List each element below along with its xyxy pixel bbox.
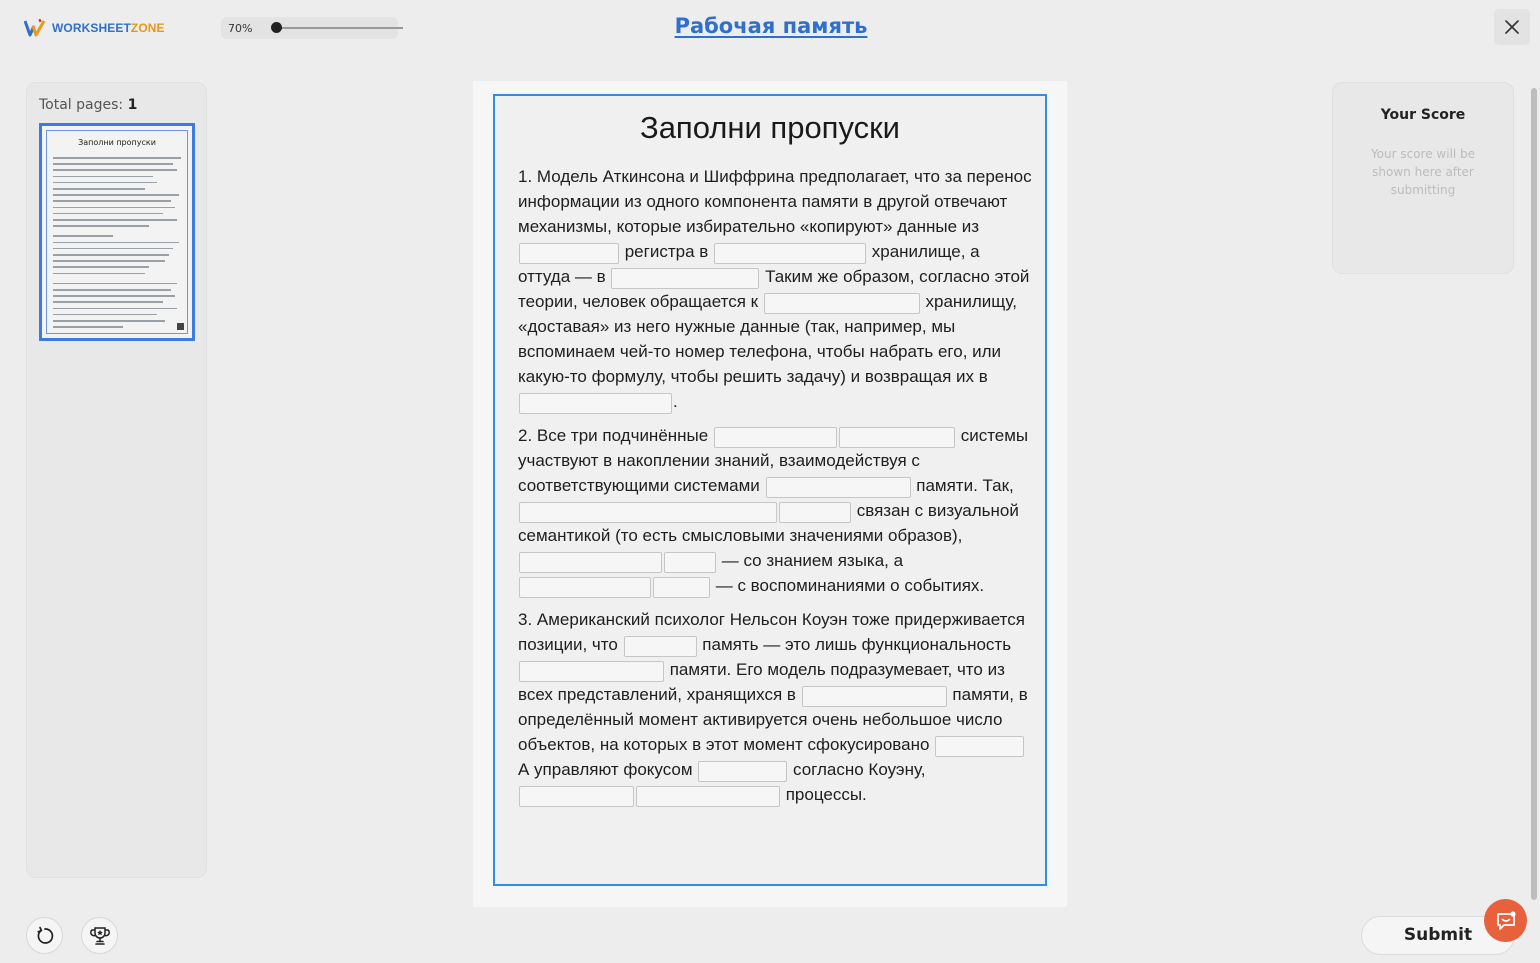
question-text: хранилище, а оттуда — в bbox=[518, 242, 985, 286]
question-text: регистра в bbox=[620, 242, 709, 261]
answer-blank[interactable] bbox=[519, 393, 672, 414]
close-icon bbox=[1505, 20, 1519, 34]
total-pages: Total pages: 1 bbox=[39, 97, 138, 113]
zoom-control bbox=[221, 17, 398, 39]
thumbnail-text-line bbox=[53, 295, 175, 297]
answer-blank[interactable] bbox=[519, 577, 651, 598]
question-1 bbox=[518, 164, 1037, 414]
answer-blank[interactable] bbox=[766, 477, 911, 498]
answer-blank[interactable] bbox=[935, 736, 1024, 757]
thumbnail-text-line bbox=[53, 320, 165, 322]
thumbnail-text-line bbox=[53, 289, 171, 291]
question-text: — с воспоминаниями о событиях. bbox=[711, 576, 985, 595]
thumbnail-text-line bbox=[53, 219, 177, 221]
question-text: — со знанием языка, а bbox=[717, 551, 904, 570]
thumbnail-text-line bbox=[53, 301, 163, 303]
reset-button[interactable] bbox=[26, 917, 63, 954]
answer-blank[interactable] bbox=[519, 552, 662, 573]
zoom-slider-track[interactable] bbox=[273, 27, 403, 29]
achievements-button[interactable] bbox=[81, 917, 118, 954]
thumbnail-text-line bbox=[53, 242, 179, 244]
thumbnail-text-line bbox=[53, 260, 165, 262]
score-panel bbox=[1332, 82, 1514, 274]
answer-blank[interactable] bbox=[519, 243, 619, 264]
thumbnail-title: Заполни пропуски bbox=[78, 138, 156, 147]
close-button[interactable] bbox=[1494, 9, 1530, 45]
thumbnail-text-line bbox=[53, 207, 175, 209]
question-text: памяти. Так, bbox=[911, 476, 1014, 495]
worksheet-title: Заполни пропуски bbox=[639, 110, 901, 145]
score-hint: Your score will be shown here after submitting bbox=[1370, 147, 1476, 197]
score-title: Your Score bbox=[1380, 107, 1466, 123]
question-text: согласно Коуэну, bbox=[788, 760, 926, 779]
question-text: А управляют фокусом bbox=[518, 735, 1030, 779]
thumbnail-text-line bbox=[53, 163, 173, 165]
question-2 bbox=[518, 423, 1033, 598]
thumbnail-text-line bbox=[53, 314, 157, 316]
scrollbar-thumb[interactable] bbox=[1531, 88, 1537, 900]
page-title[interactable]: Рабочая память bbox=[674, 14, 868, 38]
question-text: системы участвуют в накоплении знаний, взаимодействуя с соответствующими системами bbox=[518, 426, 1033, 495]
chat-button[interactable] bbox=[1484, 899, 1527, 942]
answer-blank[interactable] bbox=[611, 268, 759, 289]
question-text: памяти, в определённый момент активируется очень небольшое число объектов, на которых в этот момент сфокусировано bbox=[518, 685, 1033, 754]
answer-blank[interactable] bbox=[624, 636, 697, 657]
answer-blank[interactable] bbox=[698, 761, 787, 782]
question-text: 2. Все три подчинённые bbox=[518, 426, 709, 445]
thumbnail-text-line bbox=[53, 194, 179, 196]
answer-blank[interactable] bbox=[839, 427, 955, 448]
bottom-bar bbox=[0, 907, 1540, 963]
answer-blank[interactable] bbox=[802, 686, 947, 707]
answer-blank[interactable] bbox=[519, 661, 664, 682]
thumbnail-text-line bbox=[53, 235, 113, 237]
answer-blank[interactable] bbox=[519, 502, 777, 523]
thumbnail-text-line bbox=[53, 326, 123, 328]
reset-icon bbox=[35, 926, 55, 946]
qr-code-icon bbox=[177, 323, 184, 330]
worksheet-body bbox=[518, 164, 1037, 816]
thumbnail-text-line bbox=[53, 273, 145, 275]
zoom-label: 70% bbox=[228, 22, 253, 35]
answer-blank[interactable] bbox=[764, 293, 920, 314]
thumbnail-text-line bbox=[53, 188, 145, 190]
page-thumbnail-1[interactable] bbox=[39, 123, 195, 341]
question-text: процессы. bbox=[781, 785, 867, 804]
thumbnail-text-line bbox=[53, 200, 171, 202]
thumbnail-text-line bbox=[53, 225, 149, 227]
page-thumbnail-preview bbox=[46, 130, 188, 334]
answer-blank[interactable] bbox=[636, 786, 780, 807]
logo-icon bbox=[24, 19, 46, 37]
answer-blank[interactable] bbox=[653, 577, 710, 598]
answer-blank[interactable] bbox=[714, 427, 837, 448]
chat-icon bbox=[1494, 909, 1518, 933]
submit-button[interactable]: Submit bbox=[1361, 916, 1515, 955]
question-text: память — это лишь функциональность bbox=[697, 635, 1012, 654]
question-text: . bbox=[673, 392, 678, 411]
answer-blank[interactable] bbox=[779, 502, 851, 523]
thumbnail-text-line bbox=[53, 283, 177, 285]
question-text: связан с визуальной семантикой (то есть смысловыми значениями образов), bbox=[518, 501, 1024, 545]
total-pages-count: 1 bbox=[127, 97, 138, 113]
pages-panel bbox=[26, 82, 207, 878]
logo[interactable] bbox=[24, 19, 165, 37]
top-bar bbox=[0, 0, 1540, 56]
question-text: памяти. Его модель подразумевает, что из всех представлений, хранящихся в bbox=[518, 660, 1010, 704]
logo-text: WORKSHEETZONE bbox=[52, 21, 165, 35]
thumbnail-text-line bbox=[53, 254, 169, 256]
answer-blank[interactable] bbox=[519, 786, 634, 807]
question-text: хранилищу, «доставая» из него нужные данные (так, например, мы вспоминаем чей-то номер телефона, чтобы набрать его, или какую-то формулу, чтобы решить задачу) и возвращая их в bbox=[518, 292, 1022, 386]
answer-blank[interactable] bbox=[664, 552, 716, 573]
thumbnail-text-line bbox=[53, 266, 149, 268]
question-3 bbox=[518, 607, 1033, 807]
thumbnail-text-line bbox=[53, 176, 153, 178]
thumbnail-text-line bbox=[53, 248, 173, 250]
thumbnail-text-line bbox=[53, 157, 181, 159]
answer-blank[interactable] bbox=[714, 243, 866, 264]
thumbnail-text-line bbox=[53, 213, 163, 215]
thumbnail-text-line bbox=[53, 169, 177, 171]
thumbnail-text-line bbox=[53, 308, 177, 310]
worksheet-page bbox=[473, 81, 1067, 907]
thumbnail-text-line bbox=[53, 182, 157, 184]
trophy-icon bbox=[89, 925, 111, 947]
worksheet-sheet bbox=[493, 94, 1047, 886]
question-text: Таким же образом, согласно этой теории, человек обращается к bbox=[518, 267, 1035, 311]
question-text: 3. Американский психолог Нельсон Коуэн тоже придерживается позиции, что bbox=[518, 610, 1030, 654]
question-text: 1. Модель Аткинсона и Шиффрина предполагает, что за перенос информации из одного компонента памяти в другой отвечают механизмы, которые избирательно «копируют» данные из bbox=[518, 167, 1037, 236]
